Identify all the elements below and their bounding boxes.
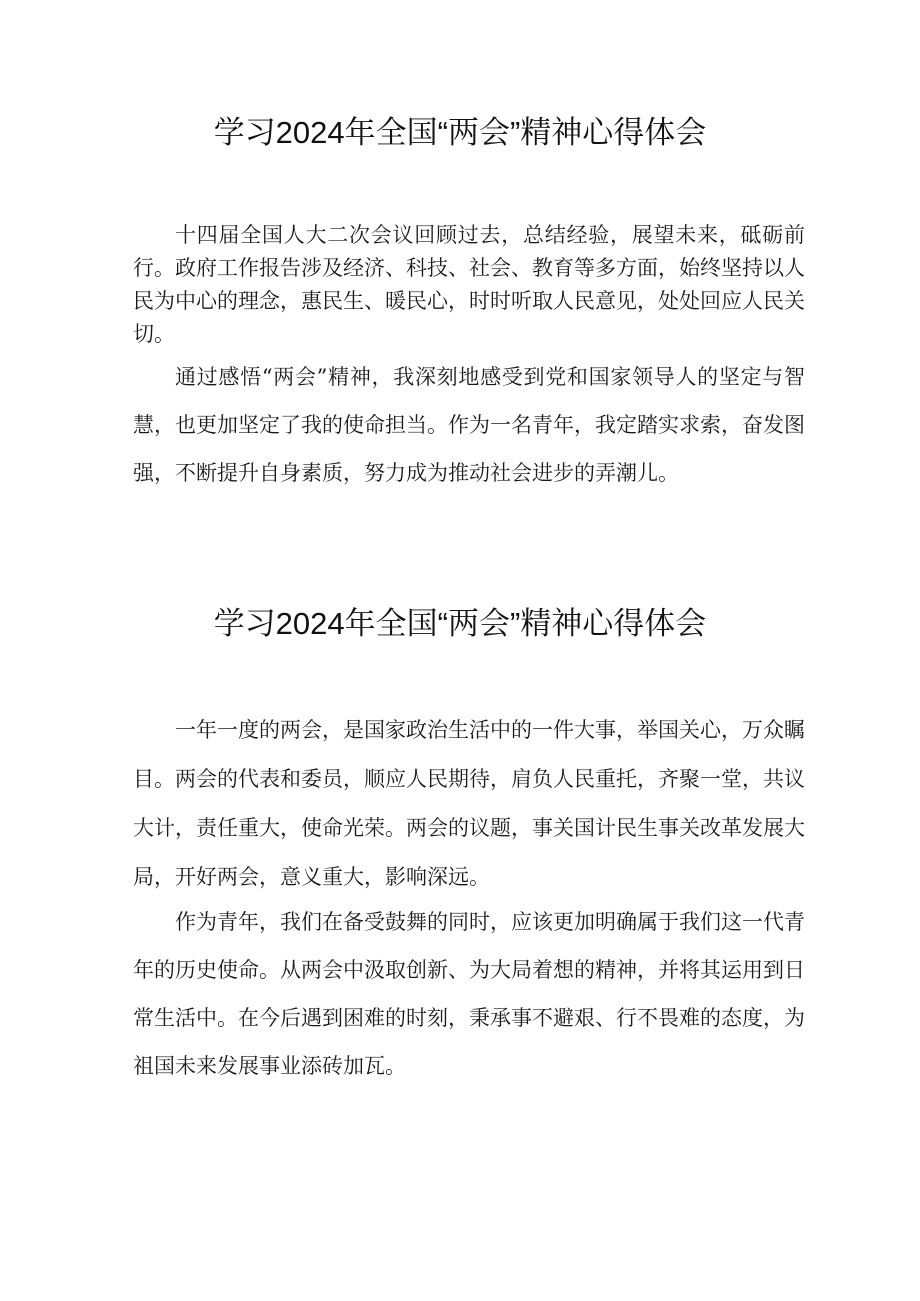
section-1-paragraph-1: 十四届全国人大二次会议回顾过去，总结经验，展望未来，砥砺前行。政府工作报告涉及经济、科技、社会、教育等多方面，始终坚持以人民为中心的理念，惠民生、暖民心，时时听取人民意见，处处回应人民关切。: [133, 223, 805, 346]
section-2-paragraph-2: 作为青年，我们在备受鼓舞的同时，应该更加明确属于我们这一代青年的历史使命。从两会中汲取创新、为大局着想的精神，并将其运用到日常生活中。在今后遇到困难的时刻，秉承事不避艰、行不畏难的态度，为祖国未来发展事业添砖加瓦。: [133, 910, 805, 1078]
section-1-title: 学习2024年全国“两会”精神心得体会: [213, 115, 707, 150]
section-2-title: 学习2024年全国“两会”精神心得体会: [213, 606, 707, 641]
section-2-paragraph-1: 一年一度的两会，是国家政治生活中的一件大事，举国关心，万众瞩目。两会的代表和委员，顺应人民期待，肩负人民重托，齐聚一堂，共议大计，责任重大，使命光荣。两会的议题，事关国计民生事关改革发展大局，开好两会，意义重大，影响深远。: [133, 718, 805, 889]
section-1-paragraph-2: 通过感悟“两会”精神，我深刻地感受到党和国家领导人的坚定与智慧，也更加坚定了我的使命担当。作为一名青年，我定踏实求索，奋发图强，不断提升自身素质，努力成为推动社会进步的弄潮儿。: [133, 365, 805, 485]
